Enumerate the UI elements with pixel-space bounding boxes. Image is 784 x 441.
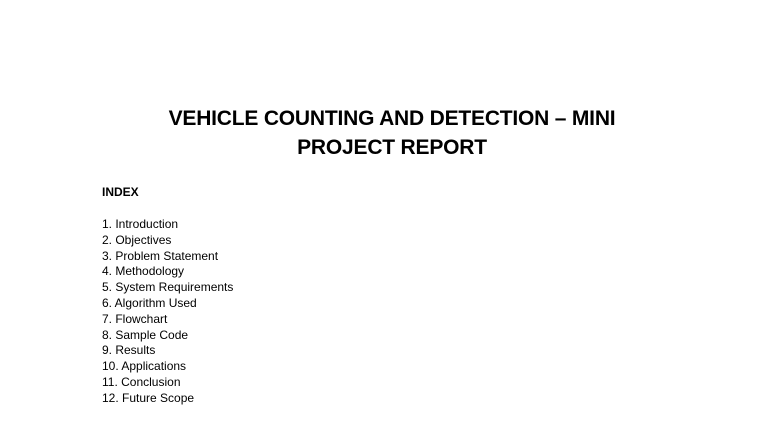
toc-item-future-scope: 12. Future Scope [102,390,195,405]
toc-item-applications: 10. Applications [102,359,187,374]
page-title-line-2: PROJECT REPORT [297,136,487,159]
toc-item-introduction: 1. Introduction [102,217,179,231]
page-title-line-1: VEHICLE COUNTING AND DETECTION – MINI [168,107,616,130]
page-title [0,104,784,162]
toc-item-conclusion: 11. Conclusion [102,374,181,389]
toc-item-algorithm-used: 6. Algorithm Used [102,295,197,310]
toc-item-results: 9. Results [102,343,156,358]
toc-item-methodology: 4. Methodology [102,264,185,279]
toc-item-flowchart: 7. Flowchart [102,311,168,326]
index-heading: INDEX [102,185,139,199]
table-of-contents [102,217,233,407]
toc-item-sample-code: 8. Sample Code [102,327,189,342]
toc-item-problem-statement: 3. Problem Statement [102,248,219,263]
toc-item-objectives: 2. Objectives [102,232,172,247]
toc-item-system-requirements: 5. System Requirements [102,280,234,295]
